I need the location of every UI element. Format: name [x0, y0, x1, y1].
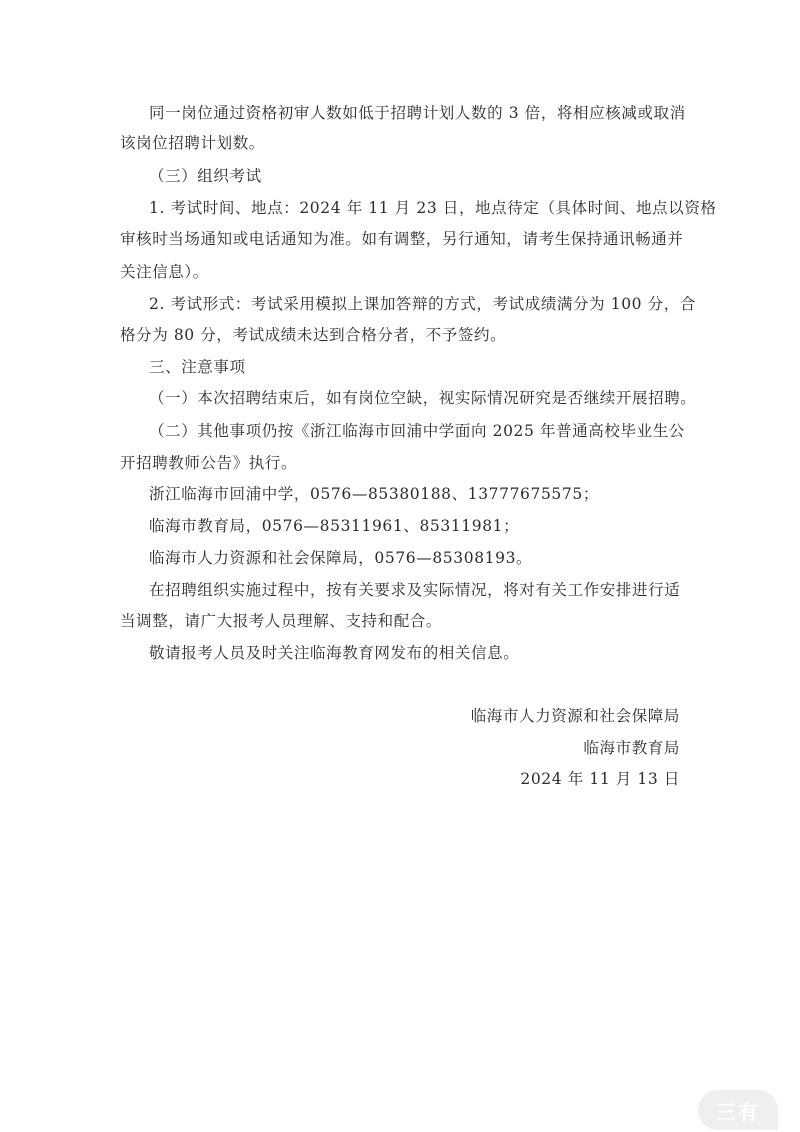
paragraph-line: 开招聘教师公告》执行。: [120, 454, 298, 472]
paragraph-line: 该岗位招聘计划数。: [120, 134, 265, 152]
contact-line: 浙江临海市回浦中学，0576—85380188、13777675575；: [149, 485, 599, 503]
paragraph-line: 敬请报考人员及时关注临海教育网发布的相关信息。: [149, 644, 520, 662]
paragraph-line: 2. 考试形式：考试采用模拟上课加答辩的方式，考试成绩满分为 100 分，合: [149, 295, 696, 313]
paragraph-line: 格分为 80 分，考试成绩未达到合格分者，不予签约。: [120, 326, 507, 344]
contact-line: 临海市教育局，0576—85311961、85311981；: [149, 517, 520, 535]
paragraph-line: （二）其他事项仍按《浙江临海市回浦中学面向 2025 年普通高校毕业生公: [149, 422, 685, 440]
signature-org-hr: 临海市人力资源和社会保障局: [470, 707, 680, 725]
paragraph-line: 关注信息）。: [120, 263, 209, 281]
paragraph-line: （一）本次招聘结束后，如有岗位空缺，视实际情况研究是否继续开展招聘。: [149, 389, 697, 407]
paragraph-line: 审核时当场通知或电话通知为准。如有调整，另行通知，请考生保持通讯畅通并: [120, 230, 684, 248]
contact-line: 临海市人力资源和社会保障局，0576—85308193。: [149, 549, 533, 567]
watermark-label: 三有: [716, 1099, 760, 1124]
paragraph-line: 同一岗位通过资格初审人数如低于招聘计划人数的 3 倍，将相应核减或取消: [149, 104, 686, 122]
paragraph-line: 当调整，请广大报考人员理解、支持和配合。: [120, 612, 443, 630]
signature-date: 2024 年 11 月 13 日: [520, 770, 680, 788]
section-heading: （三）组织考试: [149, 167, 262, 185]
section-heading: 三、注意事项: [149, 358, 246, 376]
paragraph-line: 1. 考试时间、地点：2024 年 11 月 23 日，地点待定（具体时间、地点以资格: [149, 199, 717, 217]
signature-org-education: 临海市教育局: [583, 739, 680, 757]
paragraph-line: 在招聘组织实施过程中，按有关要求及实际情况，将对有关工作安排进行适: [149, 581, 681, 599]
watermark-badge: [698, 1090, 778, 1130]
